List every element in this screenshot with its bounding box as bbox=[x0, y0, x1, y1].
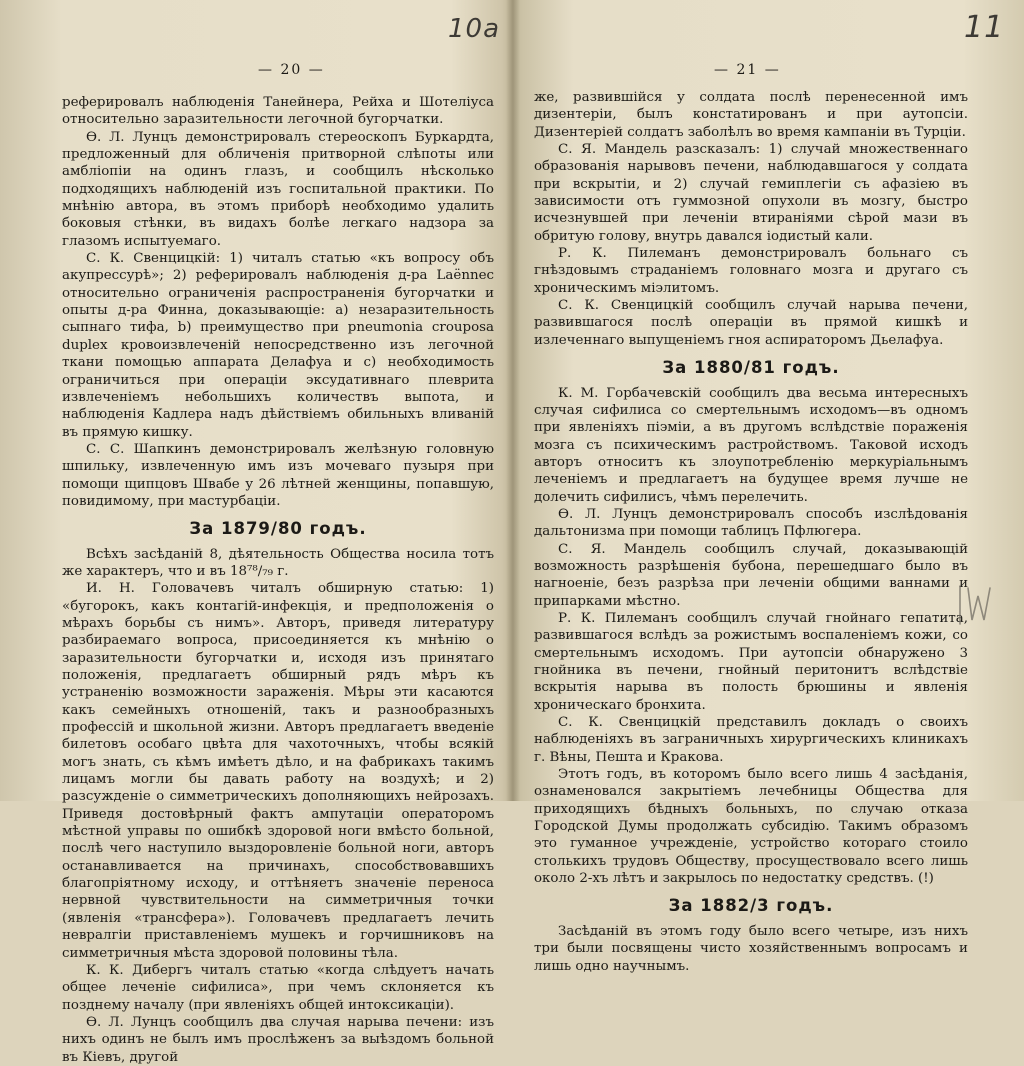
paragraph: Всѣхъ засѣданій 8, дѣятельность Общества носила тотъ же характеръ, что и въ 18⁷⁸/₇₉ г. bbox=[62, 546, 494, 579]
paragraph: Этотъ годъ, въ которомъ было всего лишь 4 засѣданія, ознаменовался закрытіемъ лечебницы Общества для приходящихъ бѣдныхъ больныхъ, по случаю отказа Городской Думы продолжать субсидію. Такимъ образомъ это гуманное учрежденіе, устройство котораго стоило столькихъ трудовъ Обществу, просуществовало всего лишь около 2-хъ лѣтъ и закрылось по недостатку средствъ. (!) bbox=[534, 767, 968, 887]
paragraph: С. Я. Мандель сообщилъ случай, доказывающій возможность разрѣшенія бубона, перешедшаго было въ нагноеніе, безъ разрѣза при леченіи общими ваннами и припарками мѣстно. bbox=[534, 541, 968, 609]
paragraph: С. К. Свенцицкій представилъ докладъ о своихъ наблюденіяхъ въ заграничныхъ хирургическихъ клиникахъ г. Вѣны, Пешта и Кракова. bbox=[534, 715, 968, 765]
paragraph: И. Н. Головачевъ читалъ обширную статью: 1) «бугорокъ, какъ контагій-инфекція, и предположенія о мѣрахъ борьбы съ нимъ». Авторъ, приведя литературу разбираемаго вопроса, присоединяется къ мнѣнію о заразительности бугорчатки и, исходя изъ принятаго положенія, предлагаетъ обширный рядъ мѣръ къ устраненію возможности зараженія. Мѣры эти касаются какъ семейныхъ отношеній, такъ и разнообразныхъ профессій и школьной жизни. Авторъ предлагаетъ введеніе билетовъ особаго цвѣта для чахоточныхъ, чтобы всякій могъ знать, съ кѣмъ имѣетъ дѣло, и на фабрикахъ такимъ лицамъ могли бы давать работу на воздухѣ; и 2) разсужденіе о симметрическихъ дополняющихъ нейрозахъ. Приведя достовѣрный фактъ ампутаціи операторомъ мѣстной управы по ошибкѣ здоровой ноги вмѣсто больной, послѣ чего наступило выздоровленіе больной ноги, авторъ останавливается на причинахъ, способствовавшихъ благопріятному исходу, и оттѣняетъ значеніе переноса нервной чувствительности на симметричныя точки (явленія «трансфера»). Головачевъ предлагаетъ лечить невралгіи приставленіемъ мушекъ и горчишниковъ на симметричныя мѣста здоровой половины тѣла. bbox=[62, 581, 494, 961]
paragraph: Засѣданій въ этомъ году было всего четыре, изъ нихъ три были посвящены чисто хозяйственнымъ вопросамъ и лишь одно научнымъ. bbox=[534, 923, 968, 974]
paragraph: реферировалъ наблюденія Танейнера, Рейха и Шотеліуса относительно заразительности легочной бугорчатки. bbox=[62, 95, 494, 128]
paragraph: Ѳ. Л. Лунцъ сообщилъ два случая нарыва печени: изъ нихъ одинъ не былъ имъ прослѣженъ за выѣздомъ больной въ Кіевъ, другой bbox=[62, 1014, 494, 1065]
paragraph: С. К. Свенцицкій сообщилъ случай нарыва печени, развившагося послѣ операціи въ прямой кишкѣ и излеченнаго выпущеніемъ гноя аспираторомъ Дьелафуа. bbox=[534, 298, 968, 348]
paragraph: же, развившійся у солдата послѣ перенесенной имъ дизентеріи, былъ констатированъ и при аутопсіи. Дизентеріей солдатъ заболѣлъ во время кампаніи въ Турціи. bbox=[534, 90, 968, 140]
section-heading-1882: За 1882/3 годъ. bbox=[668, 896, 834, 916]
paragraph: Ѳ. Л. Лунцъ демонстрировалъ стереоскопъ Буркардта, предложенный для обличенія притворной слѣпоты или амбліопіи на одинъ глазъ, и сообщилъ нѣсколько подходящихъ наблюденій изъ госпитальной практики. По мнѣнію автора, въ этомъ приборѣ необходимо удалить боковыя стѣнки, въ видахъ болѣе легкаго надзора за глазомъ испытуемаго. bbox=[62, 129, 494, 249]
paragraph: С. Я. Мандель разсказалъ: 1) случай множественнаго образованія нарывовъ печени, наблюдавшагося у солдата при вскрытіи, и 2) случай гемиплегіи съ афазіею въ зависимости отъ гуммозной опухоли въ мозгу, быстро исчезнувшей при леченіи втираніями сѣрой мази въ обритую голову, внутрь давался іодистый кали. bbox=[534, 142, 968, 244]
paragraph: К. М. Горбачевскій сообщилъ два весьма интересныхъ случая сифилиса со смертельнымъ исходомъ—въ одномъ при явленіяхъ піэміи, а въ другомъ вслѣдствіе пораженія мозга съ психическимъ растройствомъ. Таковой исходъ авторъ относитъ къ злоупотребленію меркуріальнымъ леченіемъ и предлагаетъ на будущее время лучше не долечить сифилисъ, чѣмъ перелечить. bbox=[534, 385, 968, 505]
paragraph: С. С. Шапкинъ демонстрировалъ желѣзную головную шпильку, извлеченную имъ изъ мочеваго пузыря при помощи щипцовъ Швабе у 26 лѣтней женщины, попавшую, повидимому, при мастурбаціи. bbox=[62, 441, 494, 509]
right-page bbox=[516, 0, 1024, 974]
section-heading-1879: За 1879/80 годъ. bbox=[189, 519, 367, 539]
paragraph: Ѳ. Л. Лунцъ демонстрировалъ способъ изслѣдованія дальтонизма при помощи таблицъ Пфлюгера. bbox=[534, 506, 968, 540]
paragraph: Р. К. Пилеманъ демонстрировалъ больнаго съ гнѣздовымъ страданіемъ головнаго мозга и другаго съ хроническимъ міэлитомъ. bbox=[534, 246, 968, 296]
handwritten-page-mark-right: 11 bbox=[964, 10, 1005, 45]
paragraph: К. К. Дибергъ читалъ статью «когда слѣдуетъ начать общее леченіе сифилиса», при чемъ склоняется къ позднему началу (при явленіяхъ общей интоксикаціи). bbox=[62, 962, 494, 1013]
page-number-right: — 21 — bbox=[714, 62, 781, 78]
paragraph: Р. К. Пилеманъ сообщилъ случай гнойнаго гепатита, развившагося вслѣдъ за рожистымъ воспаленіемъ кожи, со смертельнымъ исходомъ. При аутопсіи обнаружено 3 гнойника въ печени, гнойный перитонитъ вслѣдствіе вскрытія нарыва въ полость брюшины и явленія хроническаго бронхита. bbox=[534, 610, 968, 713]
section-heading-1880: За 1880/81 годъ. bbox=[662, 358, 840, 378]
page-number-left: — 20 — bbox=[258, 62, 325, 78]
handwritten-page-mark-left: 10а bbox=[448, 14, 501, 44]
left-page bbox=[0, 0, 508, 1065]
paragraph: С. К. Свенцицкій: 1) читалъ статью «къ вопросу объ акупрессурѣ»; 2) реферировалъ наблюденія д-ра Laёnnec относительно ограниченія распространенія бугорчатки и опыты д-ра Финна, доказывающіе: а) незаразительность сыпнаго тифа, b) преимущество при pneumonia croupоsa duplex кровоизвлеченій непосредственно изъ легочной ткани помощью аппарата Делафуа и с) необходимость ограничиться при операціи эксудативнаго плеврита извлеченіемъ небольшихъ количествъ выпота, и наблюденія Кадлера надъ дѣйствіемъ обильныхъ вливаній въ прямую кишку. bbox=[62, 251, 494, 440]
right-text-column bbox=[534, 89, 968, 975]
margin-pencil-mark bbox=[956, 580, 996, 630]
left-text-column bbox=[62, 94, 494, 1066]
